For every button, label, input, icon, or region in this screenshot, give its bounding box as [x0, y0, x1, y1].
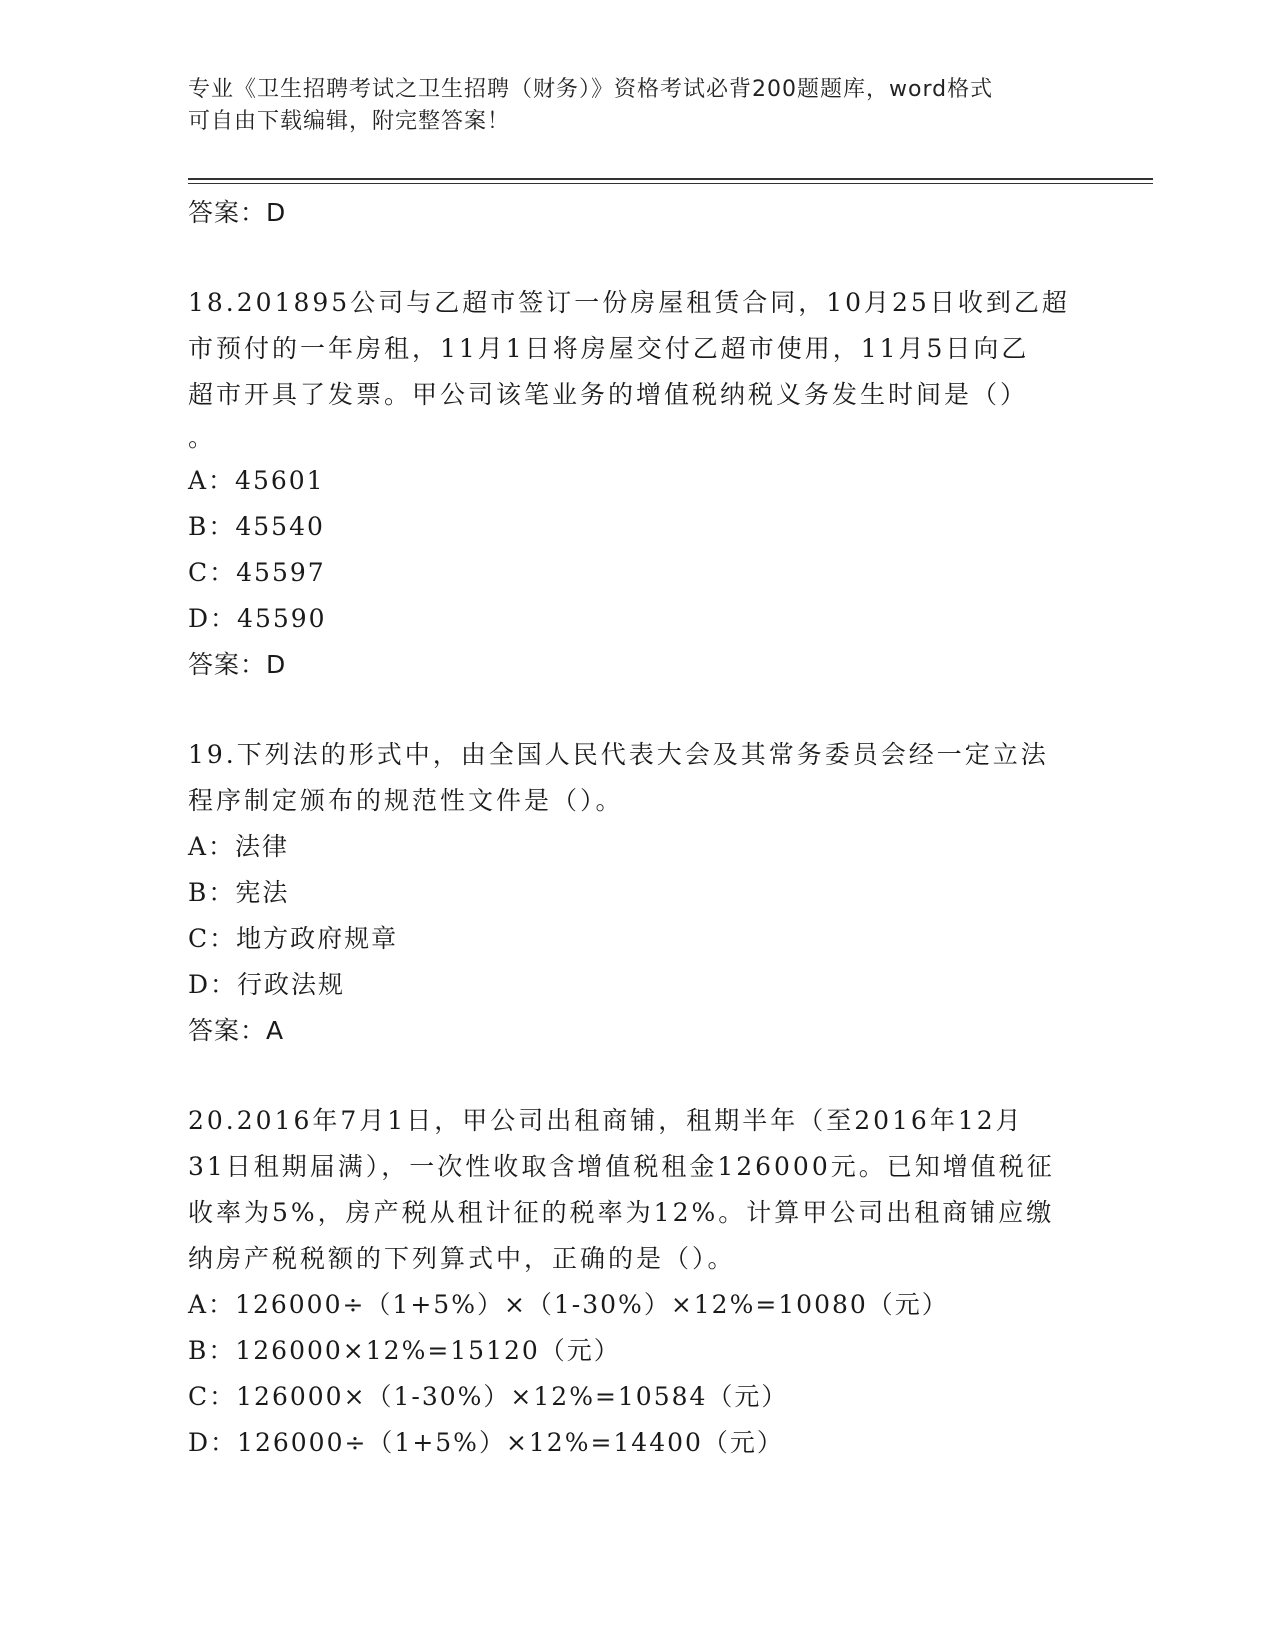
- question-18-line-1: 18.201895公司与乙超市签订一份房屋租赁合同，10月25日收到乙超: [188, 288, 1070, 317]
- question-19-option-c: C：地方政府规章: [188, 924, 399, 953]
- question-19-line-1: 19.下列法的形式中，由全国人民代表大会及其常务委员会经一定立法: [188, 740, 1049, 769]
- question-18-option-c: C：45597: [188, 558, 326, 587]
- question-list: [188, 190, 1088, 1466]
- question-19-line-2: 程序制定颁布的规范性文件是（）。: [188, 786, 624, 815]
- question-19-option-d: D：行政法规: [188, 970, 346, 999]
- question-18-option-d: D：45590: [188, 604, 327, 633]
- question-18-answer: 答案：D: [188, 650, 287, 679]
- question-20-option-c: C：126000×（1-30%）×12%=10584（元）: [188, 1382, 789, 1411]
- page-header: [188, 74, 1068, 138]
- question-19-text: [188, 732, 1088, 824]
- question-20: [188, 1098, 1088, 1466]
- question-19: [188, 732, 1088, 1054]
- question-20-line-1: 20.2016年7月1日，甲公司出租商铺，租期半年（至2016年12月: [188, 1106, 1024, 1135]
- question-19-option-a: A：法律: [188, 832, 290, 861]
- question-19-answer: 答案：A: [188, 1016, 285, 1045]
- question-18-text: [188, 280, 1088, 418]
- question-18-line-2: 市预付的一年房租，11月1日将房屋交付乙超市使用，11月5日向乙: [188, 334, 1030, 363]
- question-20-option-a: A：126000÷（1+5%）×（1-30%）×12%=10080（元）: [188, 1290, 949, 1319]
- question-20-option-b: B：126000×12%=15120（元）: [188, 1336, 621, 1365]
- question-18-tail: 。: [188, 423, 214, 452]
- question-20-line-3: 收率为5%，房产税从租计征的税率为12%。计算甲公司出租商铺应缴: [188, 1198, 1055, 1227]
- question-19-option-b: B：宪法: [188, 878, 290, 907]
- question-18: [188, 280, 1088, 688]
- header-rule-thick: [188, 178, 1153, 180]
- header-line-2: 可自由下载编辑，附完整答案！: [188, 109, 511, 134]
- question-20-text: [188, 1098, 1088, 1282]
- answer-previous: 答案：D: [188, 198, 287, 227]
- question-20-line-2: 31日租期届满），一次性收取含增值税租金126000元。已知增值税征: [188, 1152, 1055, 1181]
- header-line-1: 专业《卫生招聘考试之卫生招聘（财务）》资格考试必背200题题库，word格式: [188, 77, 994, 102]
- question-18-line-3: 超市开具了发票。甲公司该笔业务的增值税纳税义务发生时间是（）: [188, 380, 1029, 409]
- question-20-option-d: D：126000÷（1+5%）×12%=14400（元）: [188, 1428, 784, 1457]
- question-18-option-b: B：45540: [188, 512, 325, 541]
- question-20-line-4: 纳房产税税额的下列算式中，正确的是（）。: [188, 1244, 736, 1273]
- header-rule-thin: [188, 183, 1153, 184]
- question-18-option-a: A：45601: [188, 466, 325, 495]
